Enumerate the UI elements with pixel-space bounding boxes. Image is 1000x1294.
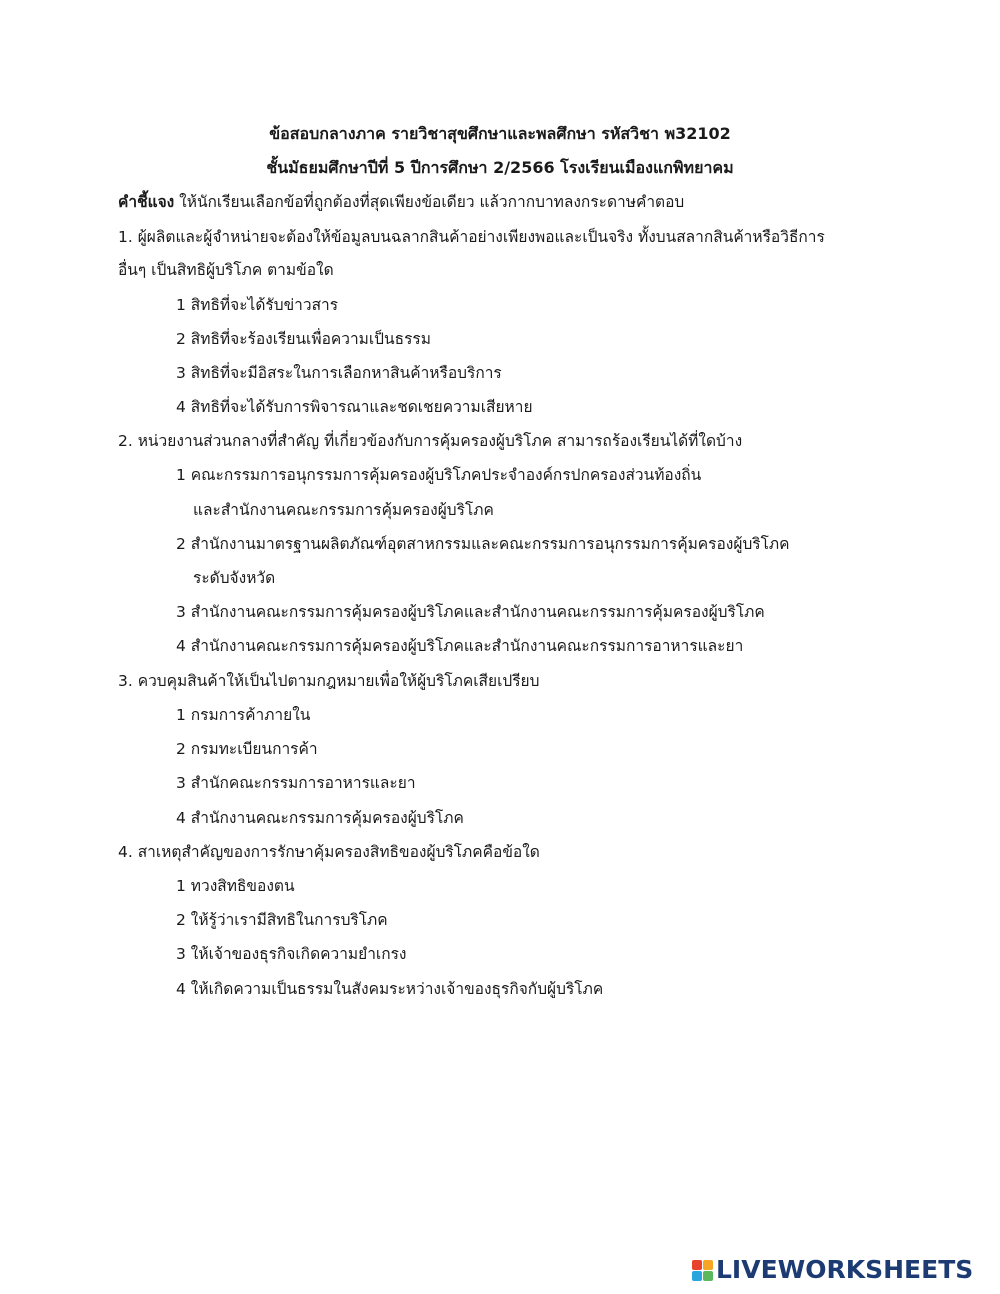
question-4-option-2: 2 ให้รู้ว่าเรามีสิทธิในการบริโภค (176, 911, 388, 929)
question-2-option-2: 2 สำนักงานมาตรฐานผลิตภัณฑ์อุตสาหกรรมและคณะกรรมการอนุกรรมการคุ้มครองผู้บริโภค (176, 535, 790, 553)
question-2-text: 2. หน่วยงานส่วนกลางที่สำคัญ ที่เกี่ยวข้องกับการคุ้มครองผู้บริโภค สามารถร้องเรียนได้ที่ใดบ้าง (118, 432, 743, 450)
logo-square-blue (692, 1271, 702, 1281)
question-1-option-2: 2 สิทธิที่จะร้องเรียนเพื่อความเป็นธรรม (176, 330, 431, 348)
logo-square-green (703, 1271, 713, 1281)
logo-square-orange (703, 1260, 713, 1270)
logo-square-red (692, 1260, 702, 1270)
question-4-option-4: 4 ให้เกิดความเป็นธรรมในสังคมระหว่างเจ้าของธุรกิจกับผู้บริโภค (176, 980, 604, 998)
exam-title-line-2: ชั้นมัธยมศึกษาปีที่ 5 ปีการศึกษา 2/2566 โรงเรียนเมืองแกพิทยาคม (266, 158, 734, 177)
question-1-option-4: 4 สิทธิที่จะได้รับการพิจารณาและชดเชยความเสียหาย (176, 398, 533, 416)
question-4-text: 4. สาเหตุสำคัญของการรักษาคุ้มครองสิทธิของผู้บริโภคคือข้อใด (118, 843, 540, 861)
question-2-option-1: 1 คณะกรรมการอนุกรรมการคุ้มครองผู้บริโภคประจำองค์กรปกครองส่วนท้องถิ่น (176, 466, 702, 484)
liveworksheets-logo (692, 1254, 973, 1286)
question-2-option-3: 3 สำนักงานคณะกรรมการคุ้มครองผู้บริโภคและสำนักงานคณะกรรมการคุ้มครองผู้บริโภค (176, 603, 765, 621)
question-3-text: 3. ควบคุมสินค้าให้เป็นไปตามกฎหมายเพื่อให้ผู้บริโภคเสียเปรียบ (118, 672, 540, 690)
question-1-text: 1. ผู้ผลิตและผู้จำหน่ายจะต้องให้ข้อมูลบนฉลากสินค้าอย่างเพียงพอและเป็นจริง ทั้งบนสลากสินค้าหรือวิธีการ (118, 228, 825, 246)
question-1-option-3: 3 สิทธิที่จะมีอิสระในการเลือกหาสินค้าหรือบริการ (176, 364, 502, 382)
question-2-option-2-cont: ระดับจังหวัด (193, 569, 276, 587)
question-3-option-3: 3 สำนักคณะกรรมการอาหารและยา (176, 774, 416, 792)
instructions-label: คำชี้แจง (118, 193, 175, 211)
question-2-option-1-cont: และสำนักงานคณะกรรมการคุ้มครองผู้บริโภค (193, 501, 494, 519)
instructions-text: ให้นักเรียนเลือกข้อที่ถูกต้องที่สุดเพียงข้อเดียว แล้วกากบาทลงกระดาษคำตอบ (174, 193, 685, 211)
question-1-option-1: 1 สิทธิที่จะได้รับข่าวสาร (176, 296, 339, 314)
question-3-option-4: 4 สำนักงานคณะกรรมการคุ้มครองผู้บริโภค (176, 809, 464, 827)
liveworksheets-logo-icon (692, 1260, 713, 1281)
liveworksheets-logo-text: LIVEWORKSHEETS (716, 1255, 974, 1284)
instructions (118, 192, 684, 212)
question-3-option-1: 1 กรมการค้าภายใน (176, 706, 311, 724)
question-3-option-2: 2 กรมทะเบียนการค้า (176, 740, 318, 758)
exam-title-line-1: ข้อสอบกลางภาค รายวิชาสุขศึกษาและพลศึกษา รหัสวิชา พ32102 (269, 124, 731, 143)
question-4-option-3: 3 ให้เจ้าของธุรกิจเกิดความยำเกรง (176, 945, 407, 963)
question-1-text-cont: อื่นๆ เป็นสิทธิผู้บริโภค ตามข้อใด (118, 261, 334, 279)
question-2-option-4: 4 สำนักงานคณะกรรมการคุ้มครองผู้บริโภคและสำนักงานคณะกรรมการอาหารและยา (176, 637, 744, 655)
question-4-option-1: 1 ทวงสิทธิของตน (176, 877, 295, 895)
